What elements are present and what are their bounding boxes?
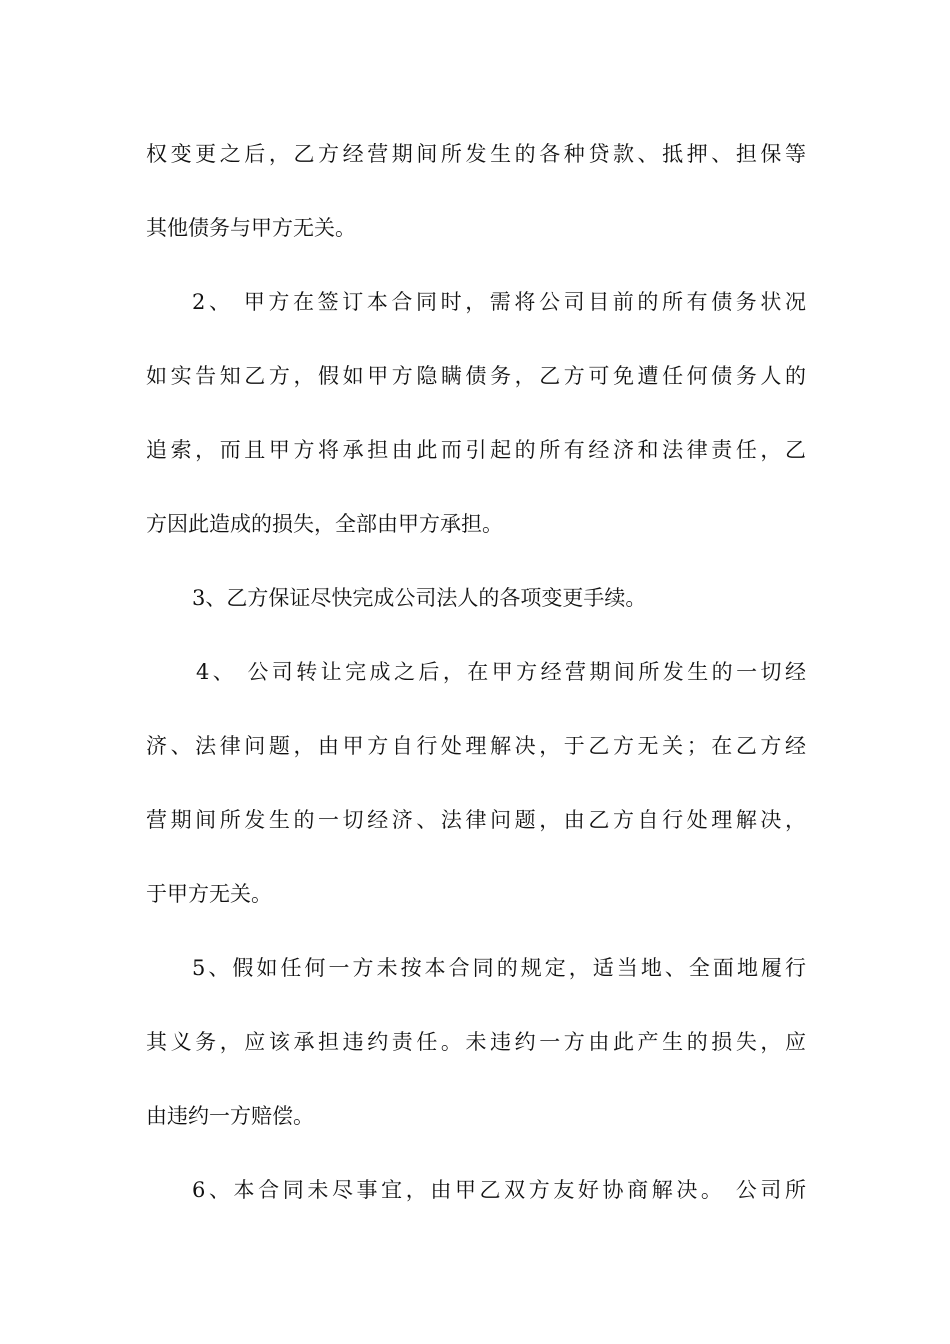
- text-line: 5、假如任何一方未按本合同的规定，适当地、全面地履行: [192, 956, 806, 980]
- text-line: 济、法律问题，由甲方自行处理解决，于乙方无关；在乙方经: [146, 734, 806, 758]
- text-line: 追索，而且甲方将承担由此而引起的所有经济和法律责任，乙: [146, 438, 806, 462]
- text-line: 其他债务与甲方无关。: [146, 216, 356, 240]
- text-line: 于甲方无关。: [146, 882, 272, 906]
- text-line: 如实告知乙方，假如甲方隐瞒债务，乙方可免遭任何债务人的: [146, 364, 806, 388]
- text-line: 4、 公司转让完成之后，在甲方经营期间所发生的一切经: [196, 660, 806, 684]
- text-line: 6、本合同未尽事宜，由甲乙双方友好协商解决。 公司所: [192, 1178, 806, 1202]
- text-line: 权变更之后，乙方经营期间所发生的各种贷款、抵押、担保等: [146, 142, 806, 166]
- text-line: 方因此造成的损失，全部由甲方承担。: [146, 512, 503, 536]
- text-line: 由违约一方赔偿。: [146, 1104, 314, 1128]
- text-line: 营期间所发生的一切经济、法律问题，由乙方自行处理解决，: [146, 808, 806, 832]
- text-line: 其义务，应该承担违约责任。未违约一方由此产生的损失，应: [146, 1030, 806, 1054]
- text-line: 2、 甲方在签订本合同时，需将公司目前的所有债务状况: [192, 290, 806, 314]
- text-line: 3、乙方保证尽快完成公司法人的各项变更手续。: [192, 586, 647, 610]
